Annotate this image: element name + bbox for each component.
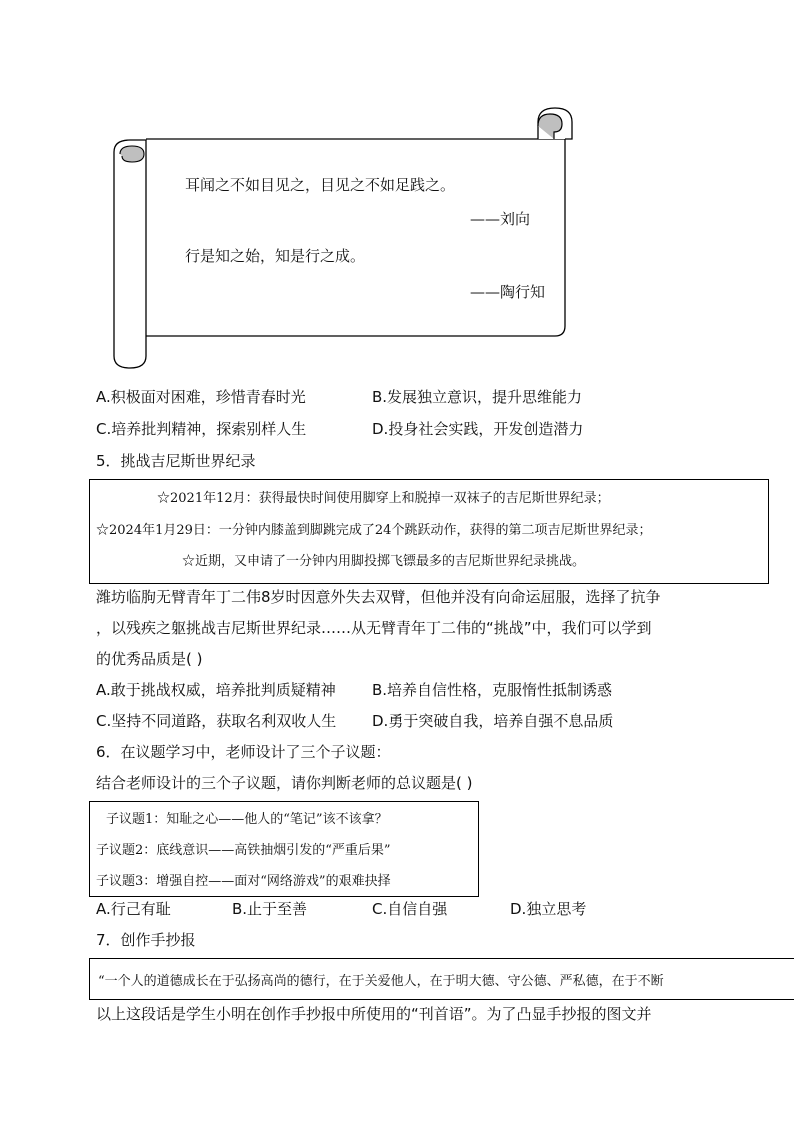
q6-subtopic-box — [89, 801, 479, 897]
scroll-author-1: ——刘向 — [470, 210, 531, 228]
scroll-quote-1: 耳闻之不如目见之，目见之不如足践之。 — [185, 176, 456, 194]
q4-option-a[interactable]: A.积极面对困难，珍惜青春时光 — [96, 388, 306, 406]
q5-record-1: ☆2021年12月：获得最快时间使用脚穿上和脱掉一双袜子的吉尼斯世界纪录； — [157, 491, 610, 506]
q4-option-c[interactable]: C.培养批判精神，探索别样人生 — [96, 420, 307, 438]
q6-question: 结合老师设计的三个子议题，请你判断老师的总议题是( ) — [96, 774, 473, 792]
scroll-illustration — [110, 104, 576, 372]
q5-record-2: ☆2024年1月29日：一分钟内膝盖到脚跳完成了24个跳跃动作，获得的第二项吉尼斯世界纪录； — [96, 523, 652, 538]
q5-option-c[interactable]: C.坚持不同道路，获取名利双收人生 — [96, 712, 337, 730]
q5-record-3: ☆近期，又申请了一分钟内用脚投掷飞镖最多的吉尼斯世界纪录挑战。 — [182, 554, 586, 569]
q7-title: 7．创作手抄报 — [96, 931, 196, 949]
q6-subtopic-3: 子议题3：增强自控——面对“网络游戏”的艰难抉择 — [96, 874, 391, 889]
q6-option-b[interactable]: B.止于至善 — [232, 900, 308, 918]
q6-option-c[interactable]: C.自信自强 — [372, 900, 448, 918]
q5-paragraph-1: 潍坊临朐无臂青年丁二伟8岁时因意外失去双臂，但他并没有向命运屈服，选择了抗争 — [96, 588, 661, 606]
scroll-author-2: ——陶行知 — [470, 283, 546, 301]
scroll-quote-2: 行是知之始，知是行之成。 — [185, 247, 366, 265]
q6-subtopic-1: 子议题1：知耻之心——他人的“笔记”该不该拿？ — [106, 812, 388, 827]
q4-option-d[interactable]: D.投身社会实践，开发创造潜力 — [372, 420, 584, 438]
q5-option-a[interactable]: A.敢于挑战权威，培养批判质疑精神 — [96, 681, 336, 699]
q5-title: 5．挑战吉尼斯世界纪录 — [96, 452, 256, 470]
q6-subtopic-2: 子议题2：底线意识——高铁抽烟引发的“严重后果” — [96, 843, 391, 858]
q6-option-a[interactable]: A.行己有耻 — [96, 900, 171, 918]
q7-quote-box — [89, 958, 794, 1000]
q5-option-b[interactable]: B.培养自信性格，克服惰性抵制诱惑 — [372, 681, 613, 699]
q6-option-d[interactable]: D.独立思考 — [510, 900, 587, 918]
q6-title: 6．在议题学习中，老师设计了三个子议题： — [96, 743, 391, 761]
q5-record-box — [89, 479, 769, 584]
q5-paragraph-3: 的优秀品质是( ) — [96, 650, 203, 668]
q7-quote-text: “一个人的道德成长在于弘扬高尚的德行，在于关爱他人，在于明大德、守公德、严私德，在于不断 — [98, 974, 664, 989]
q5-paragraph-2: ，以残疾之躯挑战吉尼斯世界纪录……从无臂青年丁二伟的“挑战”中，我们可以学到 — [96, 619, 652, 637]
scroll-drawing — [110, 104, 576, 372]
q4-option-b[interactable]: B.发展独立意识，提升思维能力 — [372, 388, 583, 406]
q7-paragraph-1: 以上这段话是学生小明在创作手抄报中所使用的“刊首语”。为了凸显手抄报的图文并 — [96, 1005, 652, 1023]
q5-option-d[interactable]: D.勇于突破自我，培养自强不息品质 — [372, 712, 614, 730]
